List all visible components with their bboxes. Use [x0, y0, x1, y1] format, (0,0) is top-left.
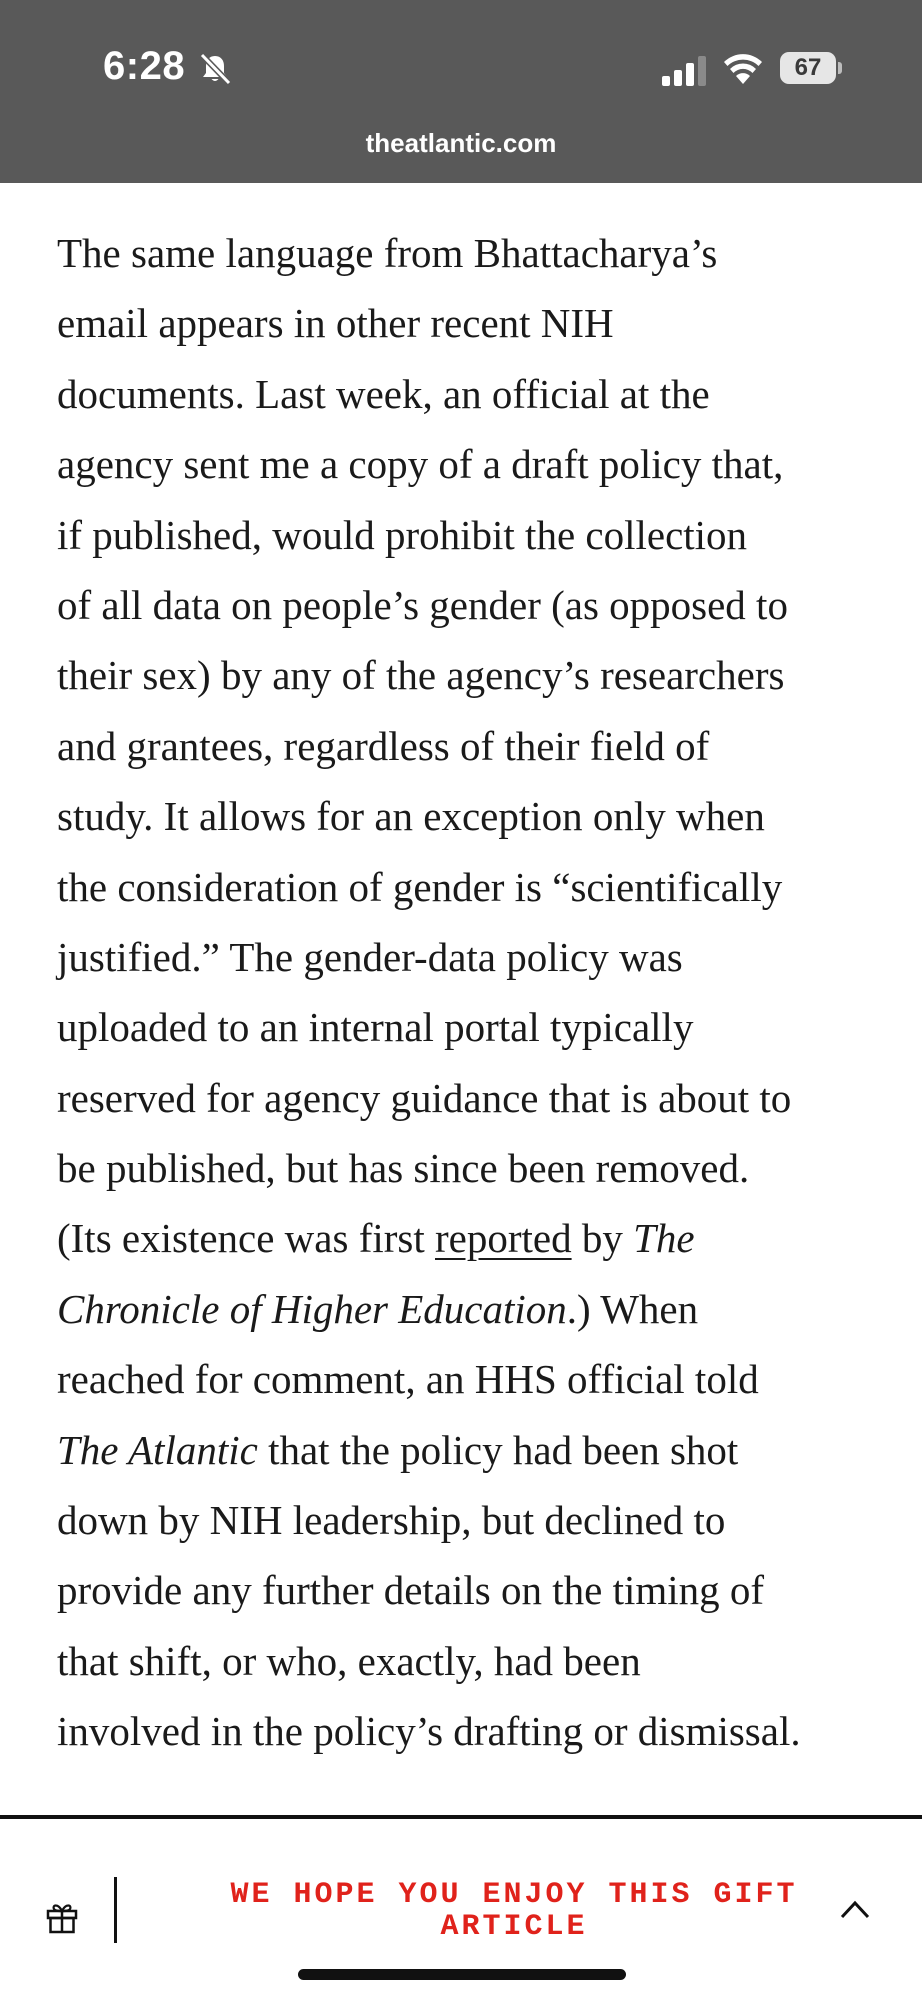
article-line: be published, but has since been removed. [57, 1145, 750, 1192]
article-text: (Its existence was first [57, 1215, 435, 1262]
cellular-signal-icon [662, 56, 706, 86]
article-line: and grantees, regardless of their field of [57, 722, 710, 769]
article-line: if published, would prohibit the collection [57, 511, 748, 558]
battery-level: 67 [780, 52, 836, 84]
battery-nub [838, 62, 842, 74]
vertical-divider [114, 1877, 117, 1943]
article-line: uploaded to an internal portal typically [57, 1004, 694, 1051]
chevron-up-icon[interactable] [838, 1897, 872, 1921]
silent-bell-icon [198, 52, 232, 86]
article-line [57, 1203, 897, 1273]
article-line [57, 1415, 897, 1485]
gift-article-message[interactable]: WE HOPE YOU ENJOY THIS GIFT ARTICLE [230, 1878, 798, 1944]
address-bar-url[interactable]: theatlantic.com [365, 128, 557, 158]
article-line: that shift, or who, exactly, had been [57, 1637, 641, 1684]
battery-indicator [780, 52, 842, 84]
article-line: involved in the policy’s drafting or dismissal. [57, 1708, 801, 1755]
article-line: down by NIH leadership, but declined to [57, 1497, 726, 1544]
article-line: provide any further details on the timing of [57, 1567, 765, 1614]
article-line: agency sent me a copy of a draft policy that, [57, 441, 784, 488]
reported-link[interactable]: reported [435, 1215, 572, 1262]
status-time: 6:28 [103, 44, 186, 88]
home-indicator[interactable] [298, 1969, 626, 1980]
publication-name: The Atlantic [57, 1426, 258, 1473]
article-line: justified.” The gender-data policy was [57, 933, 683, 980]
article-body [57, 218, 897, 1767]
article-line: documents. Last week, an official at the [57, 370, 710, 417]
publication-name: Chronicle of Higher Education [57, 1285, 567, 1332]
browser-header [0, 0, 922, 183]
article-line: their sex) by any of the agency’s researchers [57, 652, 785, 699]
article-line: reserved for agency guidance that is about to [57, 1074, 792, 1121]
article-line [57, 1274, 897, 1344]
article-text: by [571, 1215, 634, 1262]
article-text: that the policy had been shot [257, 1426, 739, 1473]
article-line: The same language from Bhattacharya’s [57, 230, 718, 276]
article-line: of all data on people’s gender (as opposed to [57, 581, 788, 628]
wifi-icon [722, 52, 764, 86]
article-line: the consideration of gender is “scientifically [57, 863, 783, 910]
article-text: .) When [566, 1285, 699, 1332]
publication-name: The [633, 1215, 695, 1262]
article-line: study. It allows for an exception only when [57, 793, 765, 840]
article-line: reached for comment, an HHS official told [57, 1356, 759, 1403]
article-line: email appears in other recent NIH [57, 300, 614, 347]
gift-icon[interactable] [44, 1899, 80, 1935]
